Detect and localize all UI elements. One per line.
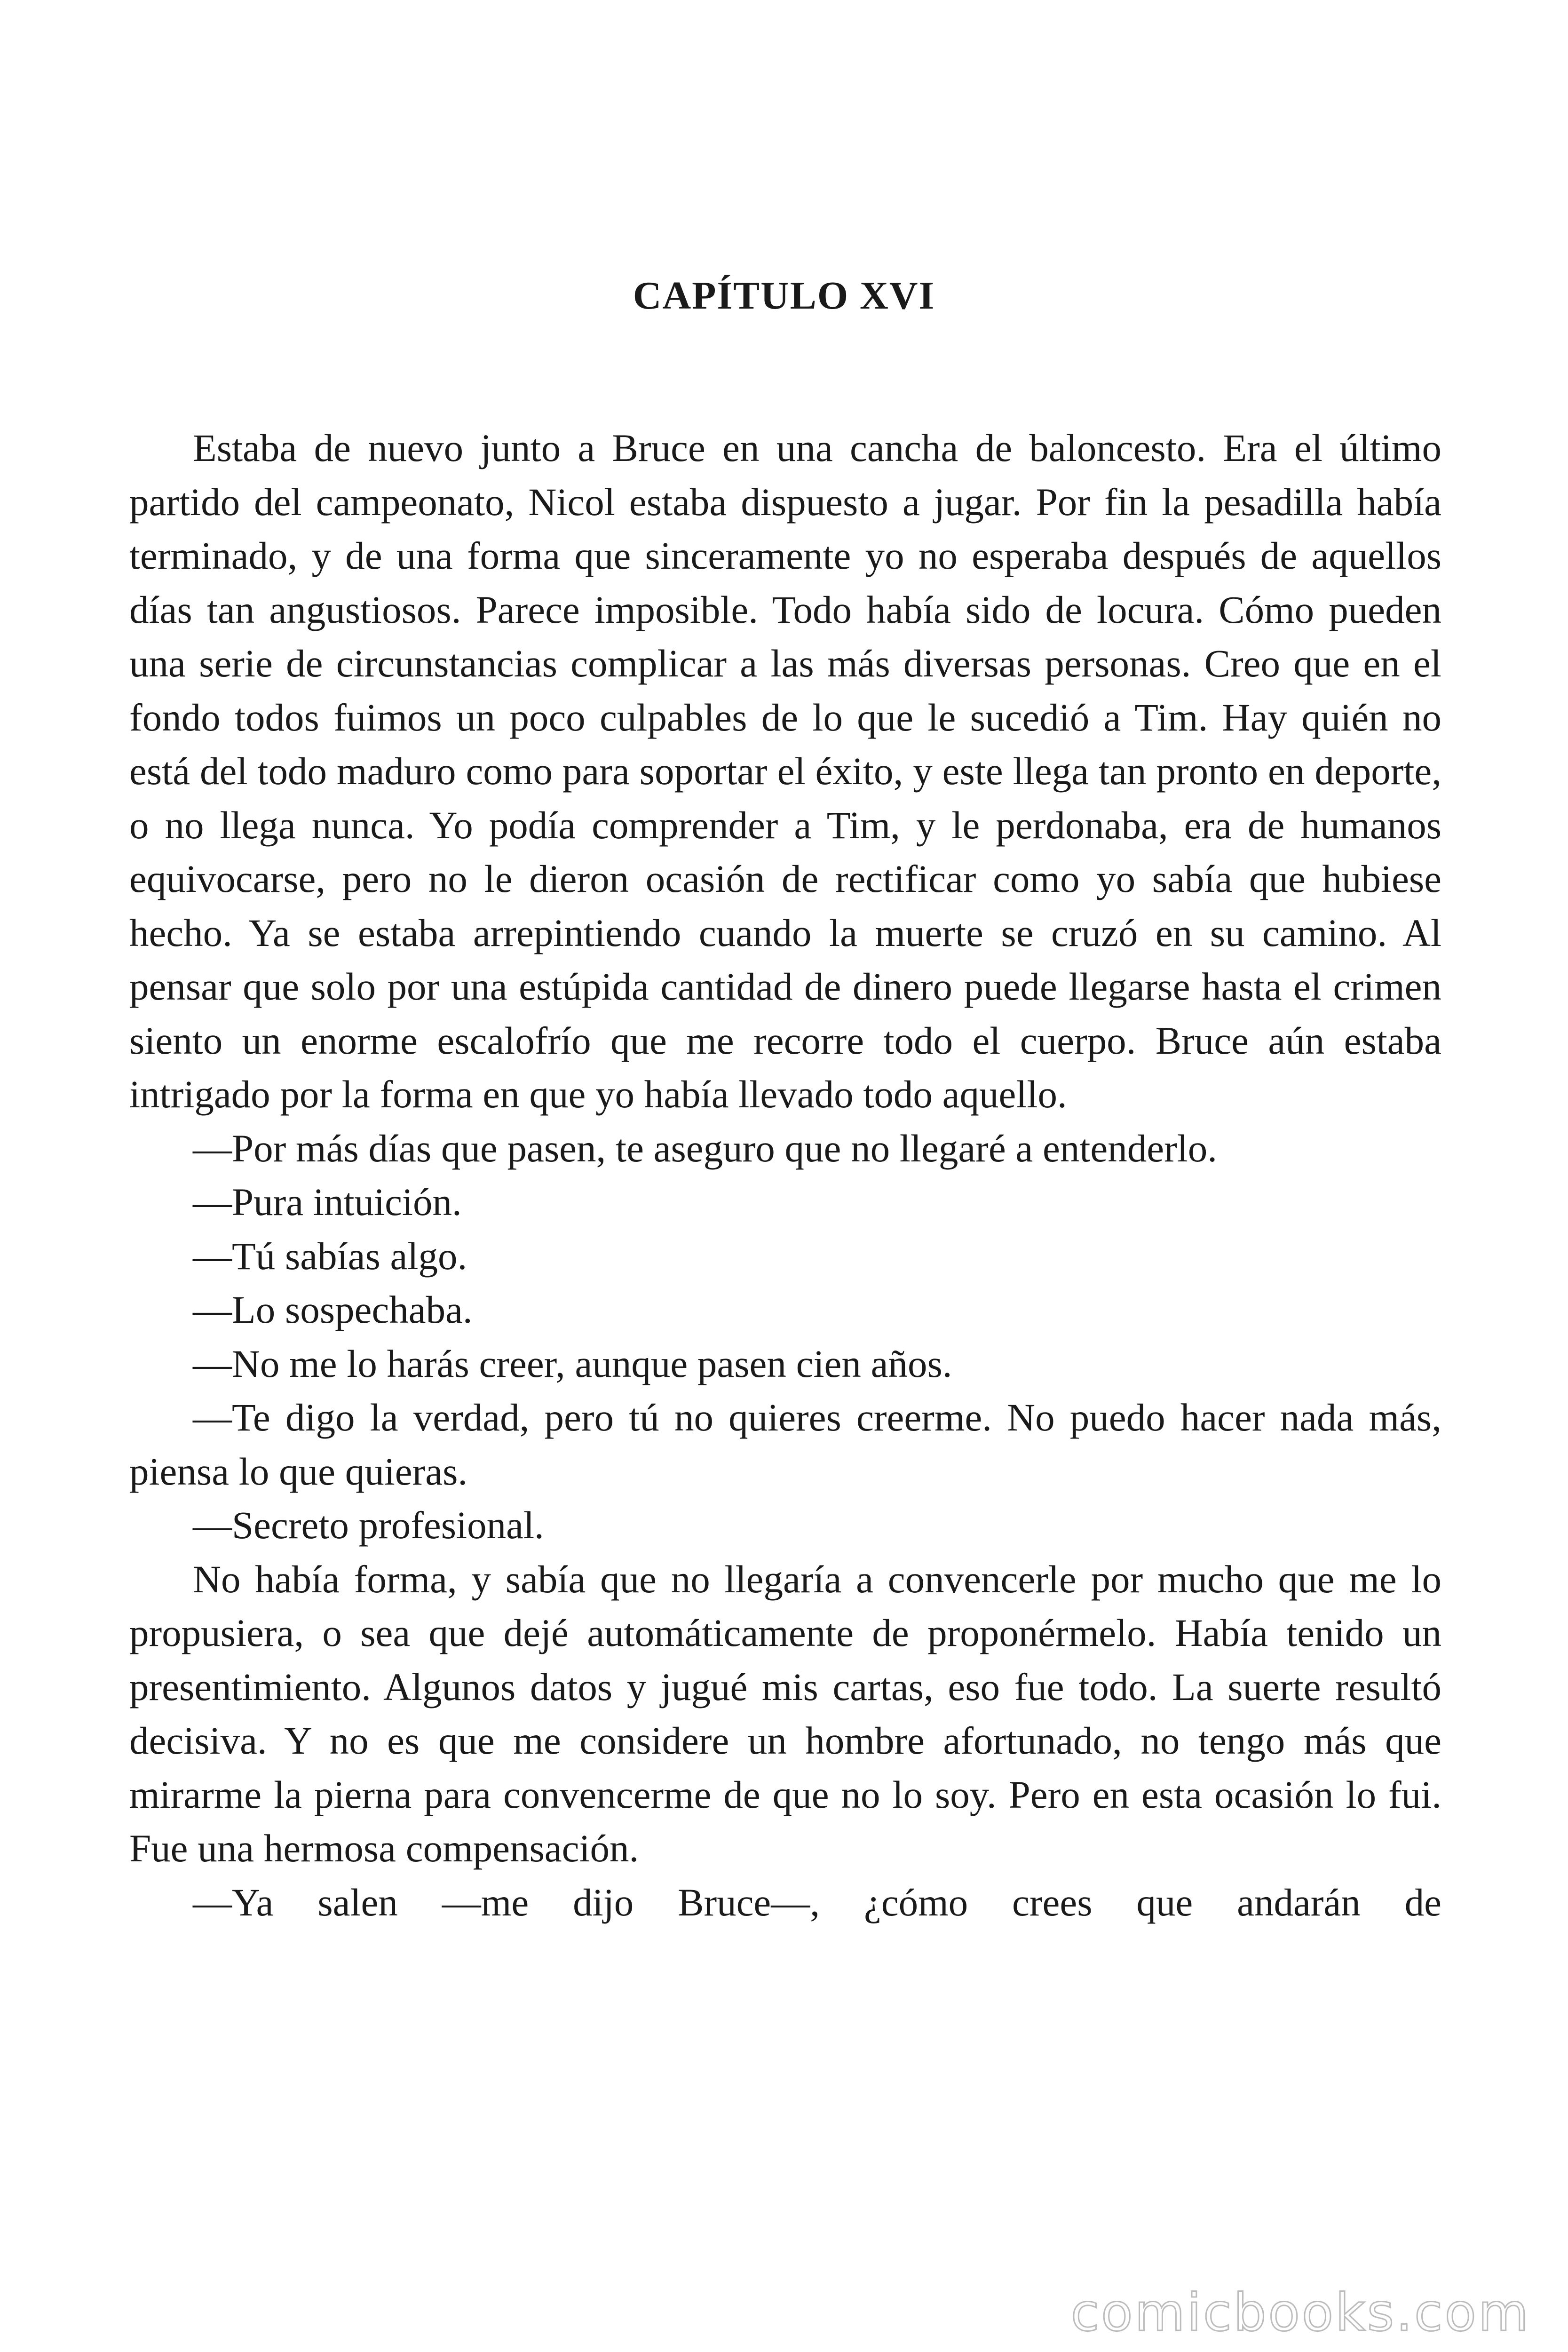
dialogue-line: —Tú sabías algo. (193, 1234, 467, 1278)
paragraph: Estaba de nuevo junto a Bruce en una cancha de baloncesto. Era el último partido del campeonato, Nicol estaba dispuesto a jugar. Por fin la pesadilla había terminado, y de una forma que sinceramente yo no esperaba después de aquellos días tan angustiosos. Parece imposible. Todo había sido de locura. Cómo pueden una serie de circunstancias complicar a las más diversas personas. Creo que en el fondo todos fuimos un poco culpables de lo que le sucedió a Tim. Hay quién no está del todo maduro como para soportar el éxito, y este llega tan pronto en deporte, o no llega nunca. Yo podía comprender a Tim, y le perdonaba, era de humanos equivocarse, pero no le dieron ocasión de rectificar como yo sabía que hubiese hecho. Ya se estaba arrepintiendo cuando la muerte se cruzó en su camino. Al pensar que solo por una estúpida cantidad de dinero puede llegarse hasta el crimen siento un enorme escalofrío que me recorre todo el cuerpo. Bruce aún estaba intrigado por la forma en que yo había llevado todo aquello. (129, 426, 1441, 1116)
chapter-title: CAPÍTULO XVI (633, 274, 935, 318)
dialogue-line: —Lo sospechaba. (193, 1288, 473, 1331)
dialogue-line: —Te digo la verdad, pero tú no quieres creerme. No puedo hacer nada más, piensa lo que quieras. (129, 1396, 1441, 1493)
dialogue-line: —Ya salen —me dijo Bruce—, ¿cómo crees que andarán de (193, 1880, 1441, 1924)
dialogue-line: —Secreto profesional. (193, 1503, 544, 1547)
dialogue-line: —No me lo harás creer, aunque pasen cien años. (193, 1342, 952, 1385)
chapter-body (129, 421, 1441, 1929)
dialogue-line: —Pura intuición. (193, 1180, 462, 1224)
dialogue-line: —Por más días que pasen, te aseguro que no llegaré a entenderlo. (193, 1126, 1218, 1170)
paragraph: No había forma, y sabía que no llegaría a convencerle por mucho que me lo propusiera, o sea que dejé automáticamente de proponérmelo. Había tenido un presentimiento. Algunos datos y jugué mis cartas, eso fue todo. La suerte resultó decisiva. Y no es que me considere un hombre afortunado, no tengo más que mirarme la pierna para convencerme de que no lo soy. Pero en esta ocasión lo fui. Fue una hermosa compensación. (129, 1557, 1441, 1870)
watermark: comicbooks.com (1070, 2282, 1530, 2343)
